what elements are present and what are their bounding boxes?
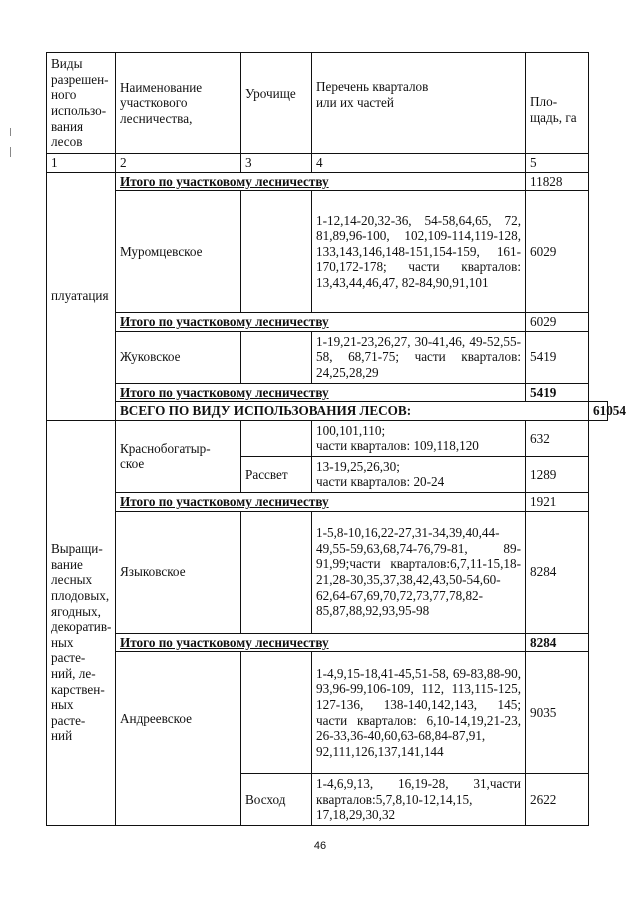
tract-name <box>241 420 312 456</box>
tract-name <box>241 191 312 313</box>
binding-mark <box>10 147 11 157</box>
area-value: 632 <box>526 420 589 456</box>
tract-name: Рассвет <box>241 456 312 492</box>
area-value: 2622 <box>526 774 589 826</box>
subtotal-area: 11828 <box>526 172 589 191</box>
column-number: 2 <box>116 154 241 173</box>
forestry-name: Жуковское <box>116 331 241 383</box>
table-row <box>47 511 608 633</box>
table-row <box>47 172 608 191</box>
block-list: 1-5,8-10,16,22-27,31-34,39,40,44-49,55-59,63,68,74-76,79-81, 89-91,99;части кварталов:6,7,11-15,18-21,28-30,35,37,38,42,43,50-54,60-62,64-67,69,70,72,73,77,78,82-85,87,88,92,93,95-98 <box>312 511 526 633</box>
table-row <box>47 191 608 313</box>
table-row <box>47 492 608 511</box>
subtotal-label: Итого по участковому лесничеству <box>116 383 526 402</box>
block-list: 1-4,6,9,13, 16,19-28, 31,части кварталов:5,7,8,10-12,14,15, 17,18,29,30,32 <box>312 774 526 826</box>
column-number: 5 <box>526 154 589 173</box>
forest-use-table <box>46 52 626 826</box>
forestry-name: Краснобогатыр- ское <box>116 420 241 492</box>
area-value: 9035 <box>526 652 589 774</box>
table-row <box>47 633 608 652</box>
tract-name: Восход <box>241 774 312 826</box>
area-value: 6029 <box>526 191 589 313</box>
forestry-name: Муромцевское <box>116 191 241 313</box>
table-row <box>47 383 608 402</box>
block-list: 100,101,110; части кварталов: 109,118,120 <box>312 420 526 456</box>
forestry-name: Андреевское <box>116 652 241 826</box>
subtotal-area: 8284 <box>526 633 589 652</box>
block-list: 1-19,21-23,26,27, 30-41,46, 49-52,55-58, 68,71-75; части кварталов: 24,25,28,29 <box>312 331 526 383</box>
table-row <box>47 420 608 456</box>
subtotal-area: 1921 <box>526 492 589 511</box>
page-number: 46 <box>313 840 327 852</box>
subtotal-area: 6029 <box>526 313 589 332</box>
header-forestry: Наименование участкового лесничества, <box>116 53 241 154</box>
header-use-type: Виды разрешен- ного использо- вания лесов <box>47 53 116 154</box>
subtotal-label: Итого по участковому лесничеству <box>116 492 526 511</box>
area-value: 8284 <box>526 511 589 633</box>
header-row <box>47 53 608 154</box>
binding-mark <box>10 128 11 136</box>
header-blocks: Перечень кварталов или их частей <box>312 53 526 154</box>
area-value: 1289 <box>526 456 589 492</box>
header-area: Пло- щадь, га <box>526 53 589 154</box>
subtotal-label: Итого по участковому лесничеству <box>116 172 526 191</box>
subtotal-label: Итого по участковому лесничеству <box>116 313 526 332</box>
block-list: 13-19,25,26,30; части кварталов: 20-24 <box>312 456 526 492</box>
tract-name <box>241 511 312 633</box>
column-number: 1 <box>47 154 116 173</box>
subtotal-label: Итого по участковому лесничеству <box>116 633 526 652</box>
use-type-cell: плуатация <box>47 172 116 420</box>
tract-name <box>241 652 312 774</box>
grand-total-area: 61054 <box>589 402 608 421</box>
table-row <box>47 331 608 383</box>
block-list: 1-12,14-20,32-36, 54-58,64,65, 72, 81,89,96-100, 102,109-114,119-128, 133,143,146,148-151,154-159, 161-170,172-178; части кварталов: 13,43,44,46,47, 82-84,90,91,101 <box>312 191 526 313</box>
use-type-cell: Выращи- вание лесных плодовых, ягодных, декоратив- ных расте- ний, ле- карствен- ных расте- ний <box>47 420 116 825</box>
tract-name <box>241 331 312 383</box>
table-row <box>47 652 608 774</box>
column-number: 3 <box>241 154 312 173</box>
forestry-name: Языковское <box>116 511 241 633</box>
column-number-row <box>47 154 608 173</box>
area-value: 5419 <box>526 331 589 383</box>
block-list: 1-4,9,15-18,41-45,51-58, 69-83,88-90, 93,96-99,106-109, 112, 113,115-125, 127-136, 138-140,142,143, 145; части кварталов: 6,10-14,19,21-23, 26-33,36-40,60,63-68,84-87,91, 92,111,126,137,141,144 <box>312 652 526 774</box>
subtotal-area: 5419 <box>526 383 589 402</box>
column-number: 4 <box>312 154 526 173</box>
table-row <box>47 313 608 332</box>
header-tract: Урочище <box>241 53 312 154</box>
grand-total-label: ВСЕГО ПО ВИДУ ИСПОЛЬЗОВАНИЯ ЛЕСОВ: <box>116 402 589 421</box>
grand-total-row <box>47 402 608 421</box>
